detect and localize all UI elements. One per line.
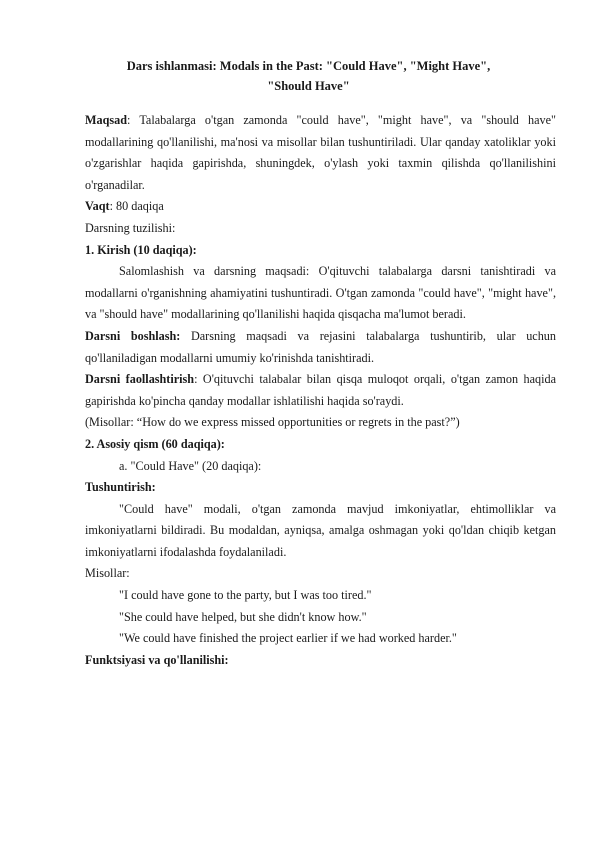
title-line-2: "Should Have": [267, 79, 350, 93]
lesson-activation-label: Darsni faollashtirish: [85, 372, 195, 387]
time-label: Vaqt: [85, 199, 110, 214]
goal-text: : Talabalarga o'tgan zamonda "could have", "might have", va "should have" modallarining qo'llanilishi, ma'nosi va misollar bilan tushuntiriladi. Ular qanday xatoliklar yoki o'zgarishlar haqida gapirishda, shuningdek, o'ylash yoki taxmin qilishda qo'llanilishini o'rganadilar.: [85, 113, 556, 192]
structure-label: Darsning tuzilishi:: [85, 220, 176, 235]
function-usage-heading: Funktsiyasi va qo'llanilishi:: [85, 652, 229, 667]
title-line-1: Dars ishlanmasi: Modals in the Past: "Could Have", "Might Have",: [126, 59, 491, 73]
lesson-start-paragraph: [85, 326, 556, 369]
time-text: : 80 daqiqa: [109, 199, 164, 214]
example-item-1: "I could have gone to the party, but I was too tired.": [119, 588, 372, 603]
lesson-activation-paragraph: [85, 369, 556, 412]
example-item-2: "She could have helped, but she didn't know how.": [119, 609, 367, 624]
time-paragraph: [85, 196, 556, 218]
lesson-start-label: Darsni boshlash:: [85, 328, 181, 343]
goal-paragraph: [85, 110, 556, 196]
explanation-label: Tushuntirish:: [85, 480, 156, 495]
subsection-a-heading: a. "Could Have" (20 daqiqa):: [119, 458, 262, 473]
explanation-text: "Could have" modali, o'tgan zamonda mavjud imkoniyatlar, ehtimolliklar va imkoniyatlarni bildiradi. Bu modaldan, ayniqsa, amalga oshmagan yoki qo'ldan chiqib ketgan imkoniyatlarni ifodalashda foydalaniladi.: [85, 501, 556, 559]
examples-label: Misollar:: [85, 566, 130, 581]
lesson-activation-text: : O'qituvchi talabalar bilan qisqa muloqot orqali, o'tgan zamon haqida gapirishda ko'pincha qanday modallar ishlatilishi haqida so'raydi.: [85, 372, 556, 408]
section-1-heading: 1. Kirish (10 daqiqa):: [85, 242, 197, 257]
lesson-title: [85, 56, 556, 96]
section-2-heading: 2. Asosiy qism (60 daqiqa):: [85, 436, 225, 451]
goal-label: Maqsad: [85, 113, 127, 127]
section-1-intro: Salomlashish va darsning maqsadi: O'qituvchi talabalarga darsni tanishtiradi va modallarni o'rganishning ahamiyatini tushuntiradi. O'tgan zamonda "could have", "might have", va "should have" modallarining qo'llanilishi haqida qisqacha ma'lumot beradi.: [85, 264, 556, 322]
activation-example: (Misollar: “How do we express missed opportunities or regrets in the past?”): [85, 415, 460, 430]
lesson-start-text: Darsning maqsadi va rejasini talabalarga tushuntirib, ular uchun qo'llaniladigan modallarni umumiy ko'rinishda tanishtiradi.: [85, 328, 556, 365]
example-item-3: "We could have finished the project earlier if we had worked harder.": [119, 631, 457, 646]
